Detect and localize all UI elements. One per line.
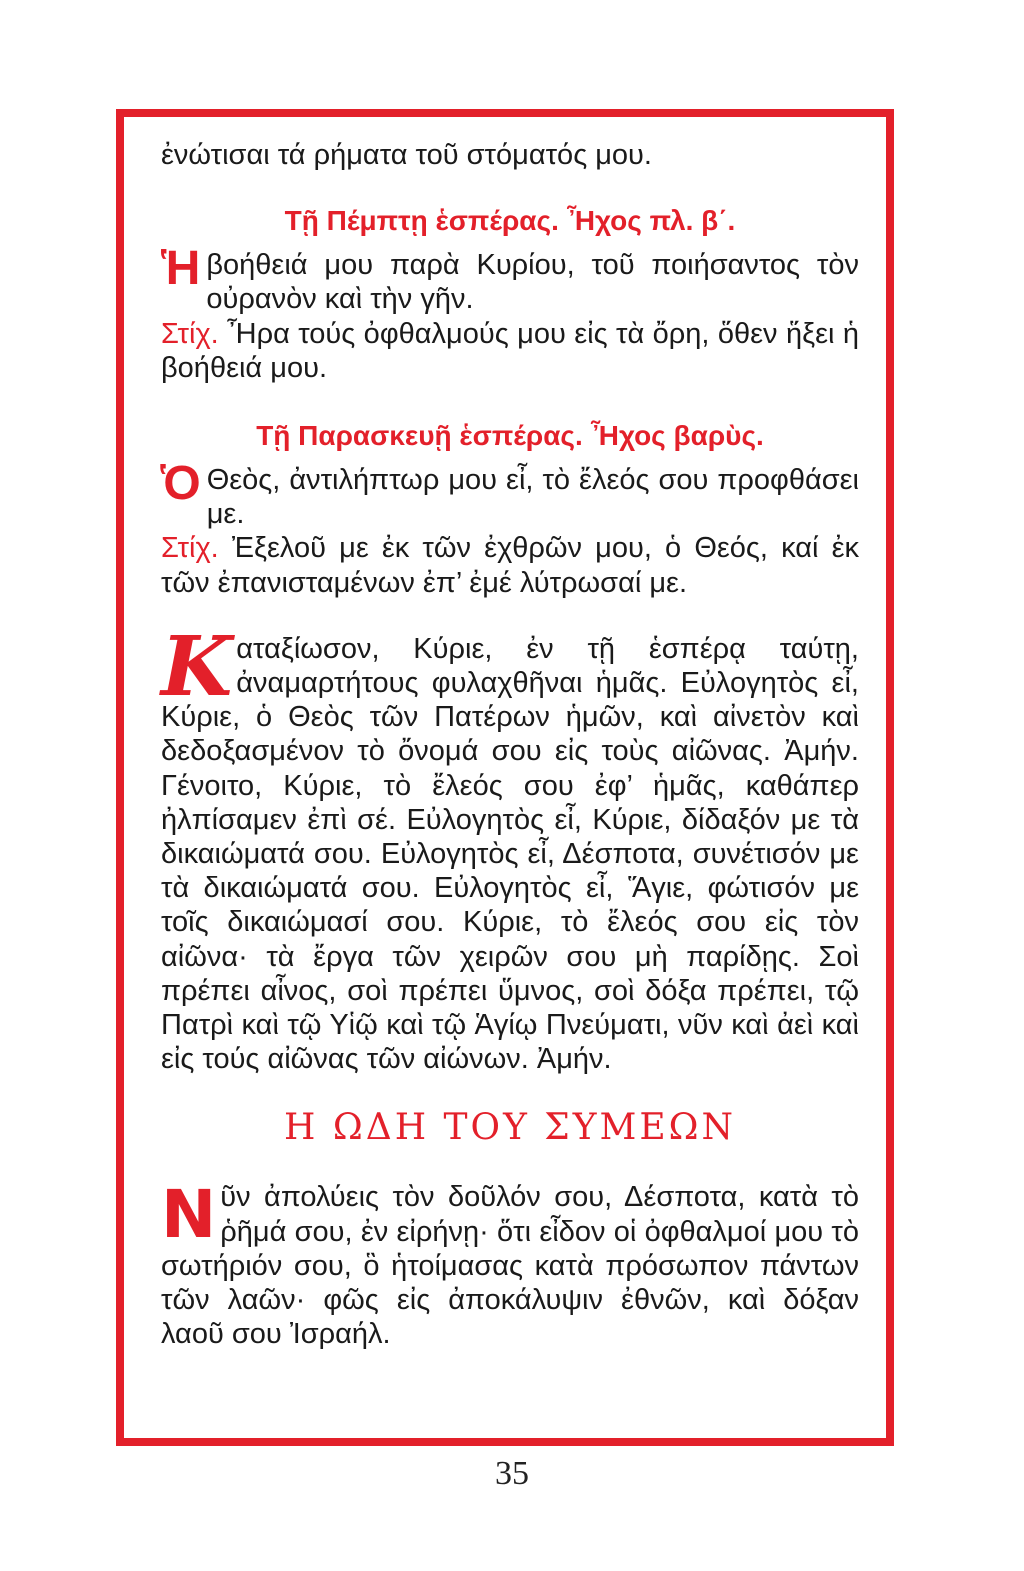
thursday-verse — [161, 317, 859, 385]
kataxioson-prayer — [161, 618, 859, 1077]
thursday-drop-initial: Ἡ — [161, 242, 201, 296]
thursday-text: βοήθειά μου παρὰ Κυρίου, τοῦ ποιήσαντος τὸν οὐρανὸν καὶ τὴν γῆν. — [206, 249, 859, 316]
friday-text: Θεὸς, ἀντιλήπτωρ μου εἶ, τὸ ἔλεός σου προφθάσει με. — [206, 464, 859, 531]
friday-verse-label: Στίχ. — [161, 532, 219, 565]
page-content — [161, 138, 859, 1351]
ode-prayer — [161, 1176, 859, 1351]
ode-title: Η ΩΔΗ ΤΟΥ ΣΥΜΕΩΝ — [284, 1107, 736, 1149]
thursday-prokeimenon — [161, 242, 859, 316]
kataxioson-text: αταξίωσον, Κύριε, ἐν τῇ ἑσπέρᾳ ταύτῃ, ἀναμαρτήτους φυλαχθῆναι ἡμᾶς. Εὐλογητὸς εἶ, Κύριε, ὁ Θεὸς τῶν Πατέρων ἡμῶν, καὶ αἰνετὸν καὶ δεδοξασμένον τὸ ὄνομά σου εἰς τοὺς αἰῶνας. Ἀμήν. Γένοιτο, Κύριε, τὸ ἔλεός σου ἐφ’ ἡμᾶς, καθάπερ ἠλπίσαμεν ἐπὶ σέ. Εὐλογητὸς εἶ, Κύριε, δίδαξόν με τὰ δικαιώματά σου. Εὐλογητὸς εἶ, Δέσποτα, συνέτισόν με τὰ δικαιώματά σου. Εὐλογητὸς εἶ, Ἅγιε, φώτισόν με τοῖς δικαιώμασί σου. Κύριε, τὸ ἔλεός σου εἰς τὸν αἰῶνα· τὰ ἔργα τῶν χειρῶν σου μὴ παρίδῃς. Σοὶ πρέπει αἶνος, σοὶ πρέπει ὕμνος, σοὶ δόξα πρέπει, τῷ Πατρὶ καὶ τῷ Υἱῷ καὶ τῷ Ἁγίῳ Πνεύματι, νῦν καὶ ἀεὶ καὶ εἰς τούς αἰῶνας τῶν αἰώνων. Ἀμήν. — [161, 632, 859, 1076]
page-number: 35 — [495, 1455, 529, 1492]
thursday-verse-text: Ἦρα τούς ὀφθαλμούς μου εἰς τὰ ὄρη, ὅθεν ἥξει ἡ βοήθειά μου. — [161, 317, 859, 384]
kataxioson-drop-initial: Κ — [161, 618, 233, 715]
friday-prokeimenon — [161, 457, 859, 531]
thursday-heading: Τῇ Πέμπτῃ ἑσπέρας. Ἦχος πλ. β΄. — [284, 205, 736, 237]
friday-heading: Τῇ Παρασκευῇ ἑσπέρας. Ἦχος βαρὺς. — [256, 420, 764, 452]
intro-line: ἐνώτισαι τά ρήματα τοῦ στόματός μου. — [161, 139, 652, 171]
friday-verse-text: Ἐξελοῦ με ἐκ τῶν ἐχθρῶν μου, ὁ Θεός, καί ἐκ τῶν ἐπανισταμένων ἐπ’ ἐμέ λύτρωσαί με. — [161, 532, 859, 599]
friday-verse — [161, 531, 859, 599]
thursday-verse-label: Στίχ. — [161, 317, 219, 350]
friday-drop-initial: Ὁ — [161, 457, 201, 511]
ode-text: ῦν ἀπολύεις τὸν δοῦλόν σου, Δέσποτα, κατὰ τὸ ῥῆμά σου, ἐν εἰρήνῃ· ὅτι εἶδον οἱ ὀφθαλμοί μου τὸ σωτήριόν σου, ὃ ἡτοίμασας κατὰ πρόσωπον πάντων τῶν λαῶν· φῶς εἰς ἀποκάλυψιν ἐθνῶν, καὶ δόξαν λαοῦ σου Ἰσραήλ. — [161, 1181, 859, 1351]
ode-drop-initial: Ν — [161, 1176, 217, 1254]
